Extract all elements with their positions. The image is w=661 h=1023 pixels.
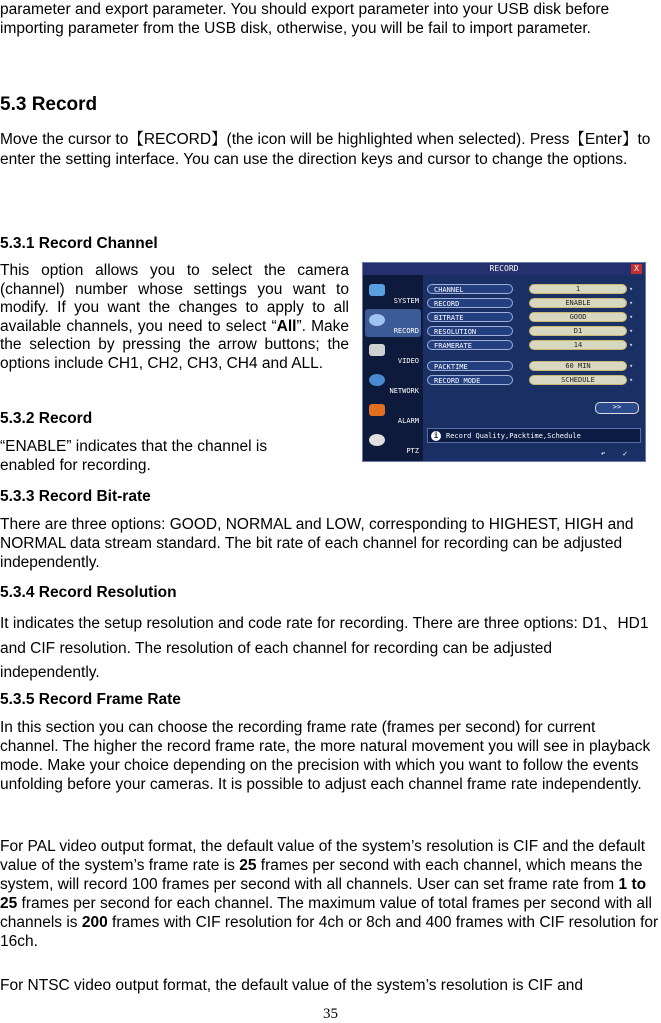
dvr-sidebar-item-ptz bbox=[365, 429, 421, 457]
dvr-title-bar bbox=[363, 263, 645, 275]
heading-5-3-1: 5.3.1 Record Channel bbox=[0, 235, 158, 252]
setting-label-framerate: FRAMERATE bbox=[427, 340, 513, 350]
heading-5-3-3: 5.3.3 Record Bit-rate bbox=[0, 488, 151, 505]
page-number: 35 bbox=[323, 1006, 338, 1022]
monitor-icon bbox=[369, 284, 385, 296]
sidebar-label: SYSTEM bbox=[393, 297, 419, 305]
dvr-settings-panel bbox=[425, 277, 643, 437]
section-paragraph-5-3: Move the cursor to【RECORD】(the icon will be highlighted when selected). Press【Enter】to enter the setting interface. You can use the direction keys and cursor to change the options. bbox=[0, 131, 651, 168]
setting-value-resolution: D1 bbox=[529, 326, 627, 336]
dvr-sidebar-item-system bbox=[365, 279, 421, 307]
back-icon: ↶ bbox=[600, 449, 606, 458]
dropdown-arrow-icon: ▾ bbox=[629, 341, 634, 349]
dropdown-arrow-icon: ▾ bbox=[629, 285, 634, 293]
setting-value-channel: 1 bbox=[529, 284, 627, 294]
setting-label-record: RECORD bbox=[427, 298, 513, 308]
setting-value-bitrate: GOOD bbox=[529, 312, 627, 322]
dvr-title: RECORD bbox=[489, 264, 519, 273]
setting-value-record-mode: SCHEDULE bbox=[529, 375, 627, 385]
more-button: >> bbox=[595, 402, 639, 414]
heading-5-3-4: 5.3.4 Record Resolution bbox=[0, 584, 177, 601]
dropdown-arrow-icon: ▾ bbox=[629, 376, 634, 384]
dvr-sidebar-item-alarm bbox=[365, 399, 421, 427]
dvr-sidebar-item-network bbox=[365, 369, 421, 397]
paragraph-5-3-5: In this section you can choose the recording frame rate (frames per second) for current channel. The higher the record frame rate, the more natural movement you will see in playback mode. Make your choice depending on the precision with which you want to follow the events unfolding before your cameras. It is possible to adjust each channel frame rate independently. bbox=[0, 719, 651, 793]
alarm-icon bbox=[369, 404, 385, 416]
dvr-sidebar bbox=[363, 275, 423, 462]
close-icon: X bbox=[631, 264, 642, 274]
paragraph-5-3-2: “ENABLE” indicates that the channel is enabled for recording. bbox=[0, 438, 268, 474]
paragraph-5-3-4: It indicates the setup resolution and code rate for recording. There are three options: D1、HD1 and CIF resolution. The resolution of each channel for recording can be adjusted independently. bbox=[0, 615, 649, 681]
sidebar-label: PTZ bbox=[406, 447, 419, 455]
setting-label-record-mode: RECORD MODE bbox=[427, 375, 513, 385]
heading-5-3-2: 5.3.2 Record bbox=[0, 410, 93, 427]
dvr-status-bar bbox=[427, 428, 641, 443]
reel-icon bbox=[369, 314, 385, 326]
setting-label-channel: CHANNEL bbox=[427, 284, 513, 294]
setting-value-record: ENABLE bbox=[529, 298, 627, 308]
setting-label-resolution: RESOLUTION bbox=[427, 326, 513, 336]
dvr-sidebar-item-video bbox=[365, 339, 421, 367]
checkmark-icon: ✓ bbox=[622, 449, 628, 458]
heading-5-3-5: 5.3.5 Record Frame Rate bbox=[0, 691, 181, 708]
dvr-footer-buttons bbox=[563, 449, 643, 460]
ptz-camera-icon bbox=[369, 434, 385, 446]
setting-value-framerate: 14 bbox=[529, 340, 627, 350]
sidebar-label: RECORD bbox=[393, 327, 419, 335]
dropdown-arrow-icon: ▾ bbox=[629, 299, 634, 307]
dropdown-arrow-icon: ▾ bbox=[629, 327, 634, 335]
dropdown-arrow-icon: ▾ bbox=[629, 313, 634, 321]
paragraph-5-3-3: There are three options: GOOD, NORMAL and LOW, corresponding to HIGHEST, HIGH and NORMAL data stream standard. The bit rate of each channel for recording can be adjusted independently. bbox=[0, 516, 634, 571]
setting-label-bitrate: BITRATE bbox=[427, 312, 513, 322]
setting-value-packtime: 60 MIN bbox=[529, 361, 627, 371]
section-heading-5-3: 5.3 Record bbox=[0, 94, 98, 115]
dropdown-arrow-icon: ▾ bbox=[629, 362, 634, 370]
paragraph-pal: For PAL video output format, the default value of the system’s resolution is CIF and the default value of the system’s frame rate is 25 frames per second with each channel, which means the system, will record 100 frames per second with all channels. User can set frame rate from 1 to 25 frames per second for each channel. The maximum value of total frames per second with all channels is 200 frames with CIF resolution for 4ch or 8ch and 400 frames with CIF resolution for 16ch. bbox=[0, 838, 659, 950]
dvr-record-menu-screenshot bbox=[362, 262, 646, 462]
info-icon: i bbox=[431, 431, 441, 441]
sidebar-label: ALARM bbox=[397, 417, 419, 425]
paragraph-ntsc: For NTSC video output format, the default value of the system’s resolution is CIF and bbox=[0, 977, 583, 994]
globe-icon bbox=[369, 374, 385, 386]
setting-label-packtime: PACKTIME bbox=[427, 361, 513, 371]
sidebar-label: VIDEO bbox=[397, 357, 419, 365]
sidebar-label: NETWORK bbox=[389, 387, 419, 395]
paragraph-5-3-1: This option allows you to select the camera (channel) number whose settings you want to modify. If you want the changes to apply to all available channels, you need to select “All”. Make the selection by pressing the arrow buttons; the options include CH1, CH2, CH3, CH4 and ALL. bbox=[0, 262, 349, 372]
camera-icon bbox=[369, 344, 385, 356]
intro-paragraph: parameter and export parameter. You should export parameter into your USB disk before importing parameter from the USB disk, otherwise, you will be fail to import parameter. bbox=[0, 1, 610, 37]
status-text: Record Quality,Packtime,Schedule bbox=[446, 432, 581, 440]
dvr-sidebar-item-record bbox=[365, 309, 421, 337]
